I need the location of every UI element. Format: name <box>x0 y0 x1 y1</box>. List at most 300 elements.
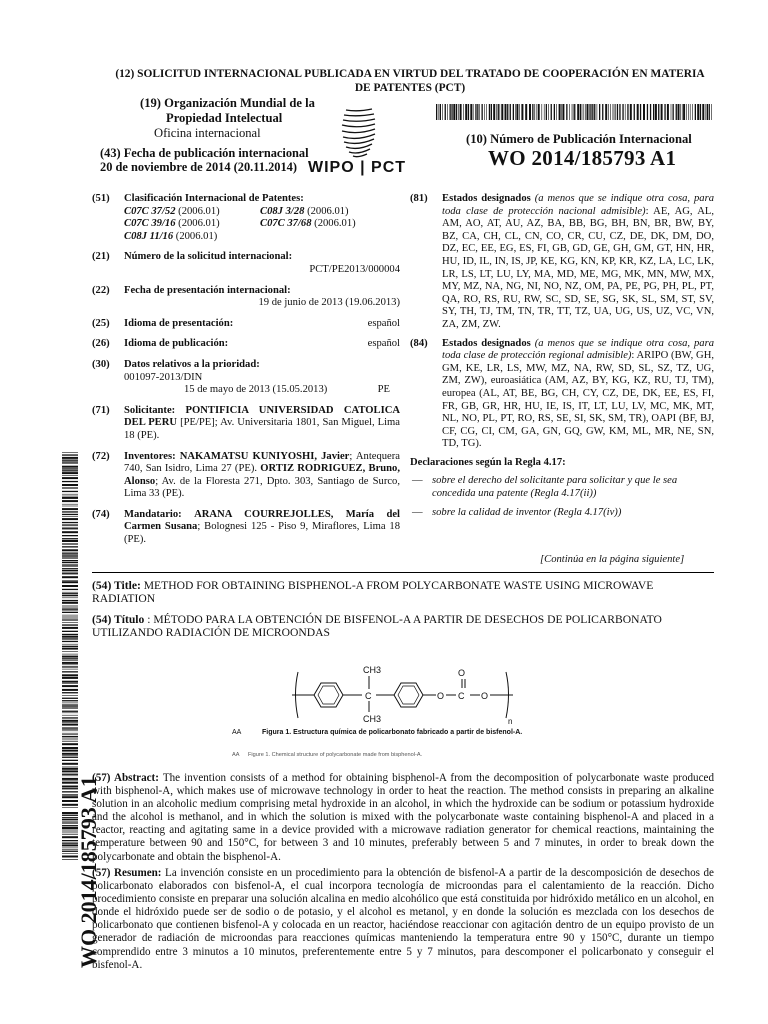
barcode-bar <box>62 720 78 722</box>
barcode-bar <box>569 104 570 120</box>
barcode-bar <box>62 615 78 616</box>
inventor-name: NAKAMATSU KUNIYOSHI, Javier <box>179 450 350 462</box>
barcode-bar <box>62 736 78 737</box>
barcode-bar <box>62 644 78 645</box>
field-label: Idioma de presentación: <box>124 317 234 329</box>
barcode-bar <box>702 104 704 120</box>
barcode-bar <box>458 104 459 120</box>
barcode-bar <box>566 104 567 120</box>
barcode-bar <box>442 104 443 120</box>
ipc-class: C07C 37/52 <box>124 205 176 217</box>
barcode-bar <box>683 104 685 120</box>
barcode-bar <box>634 104 635 120</box>
abstract-english <box>92 772 714 864</box>
field-code: (81) <box>410 193 428 204</box>
field-label: Inventores: <box>124 450 176 462</box>
barcode-bar <box>680 104 681 120</box>
barcode-bar <box>532 104 533 120</box>
barcode-bar <box>470 104 472 120</box>
barcode-bar <box>491 104 492 120</box>
ipc-class: C08J 11/16 <box>124 230 174 242</box>
barcode-bar <box>515 104 516 120</box>
field-51-classification <box>92 193 400 243</box>
barcode-bar <box>62 731 78 732</box>
barcode-bar <box>572 104 573 120</box>
title-text: METHOD FOR OBTAINING BISPHENOL-A FROM POLYCARBONATE WASTE USING MICROWAVE RADIATION <box>92 579 654 605</box>
barcode-bar <box>62 496 78 497</box>
barcode-bar <box>597 104 598 120</box>
barcode-bar <box>627 104 628 120</box>
barcode-bar <box>62 488 78 489</box>
publication-date-block <box>100 146 309 174</box>
abstract-code: (57) Resumen: <box>92 867 162 879</box>
barcode-bar <box>62 685 78 687</box>
barcode-bar <box>706 104 707 120</box>
barcode-bar <box>650 104 651 120</box>
barcode-bar <box>561 104 562 120</box>
abstract-code: (57) Abstract: <box>92 772 159 784</box>
field-qualifier: (a menos que se indique otra cosa, para toda clase de protección regional admisible) <box>442 337 714 362</box>
declarations-title: Declaraciones según la Regla 4.17: <box>410 456 566 468</box>
ch3-bottom-label: CH3 <box>363 714 382 724</box>
barcode-bar <box>62 753 78 755</box>
barcode-bar <box>548 104 549 120</box>
barcode-bar <box>711 104 712 120</box>
publication-number: WO 2014/185793 A1 <box>488 146 677 170</box>
declaration-item <box>410 475 714 500</box>
barcode-bar <box>62 631 78 632</box>
barcode-bar <box>62 627 78 629</box>
barcode-bar <box>505 104 507 120</box>
field-30-priority-data <box>92 359 400 397</box>
barcode-bar <box>62 711 78 712</box>
field-code: (21) <box>92 251 110 263</box>
barcode-bar <box>62 508 78 510</box>
barcode-bar <box>582 104 583 120</box>
barcode-bar <box>678 104 680 120</box>
barcode-bar <box>62 656 78 658</box>
barcode-bar <box>62 560 78 561</box>
barcode-bar <box>62 763 78 765</box>
field-label: Idioma de publicación: <box>124 338 229 350</box>
bibliographic-right-column <box>410 193 714 519</box>
barcode-bar <box>62 681 78 683</box>
barcode-bar <box>62 695 78 696</box>
barcode-bar <box>62 692 78 693</box>
barcode-bar <box>62 494 78 495</box>
publication-date-label: (43) Fecha de publicación internacional <box>100 146 309 160</box>
abstract-text: The invention consists of a method for obtaining bisphenol-A from the decomposition of polycarbonate waste produced with bisphenol-A, which makes use of microwave technology in order to heat the reaction. The method consists in preparing an alkaline solution in an alcoholic medium comprising metal hydroxide in an alcohol, in which the hydroxide can be sodium or potassium hydroxide and the alcohol is methanol, and in which the solution is mixed with the polycarbonate waste containing bisphenol-A and placed in a reactor, reacting and agitating same in a device provided with a microwave radiation generator for chemical reactions, maintaining the temperature between 90 and 150°C, for between 3 and 10 minutes, preferably between 5 and 7 minutes, in order to break down the polycarbonate and obtain the bisphenol-A. <box>92 772 714 863</box>
barcode-bar <box>573 104 574 120</box>
barcode-bar <box>62 484 78 486</box>
barcode-bar <box>62 750 78 752</box>
barcode-bar <box>447 104 448 120</box>
barcode-bar <box>62 472 78 474</box>
barcode-bar <box>62 768 78 770</box>
barcode-bar <box>62 612 78 613</box>
barcode-bar <box>610 104 611 120</box>
carbon-label: C <box>365 691 372 701</box>
barcode-bar <box>62 620 78 621</box>
barcode-bar <box>62 556 78 557</box>
barcode-bar <box>62 747 78 749</box>
barcode-bar <box>62 527 78 528</box>
field-code: (51) <box>92 193 110 204</box>
barcode-bar <box>688 104 689 120</box>
barcode-bar <box>62 580 78 581</box>
field-22-filing-date <box>92 285 400 310</box>
barcode-bar <box>62 740 78 741</box>
barcode-bar <box>62 540 78 542</box>
classification-row <box>124 231 400 244</box>
field-81-designated-states-national <box>410 193 714 332</box>
declaration-text: sobre el derecho del solicitante para solicitar y que le sea concedida una patente (Regla 4.17(ii)) <box>432 475 678 500</box>
barcode-bar <box>62 452 78 453</box>
ipc-class: C08J 3/28 <box>260 205 305 217</box>
barcode-bar <box>62 658 78 659</box>
barcode-bar <box>584 104 585 120</box>
barcode-bar <box>707 104 708 120</box>
field-72-inventors <box>92 451 400 501</box>
barcode-bar <box>655 104 657 120</box>
barcode-bar <box>62 624 78 625</box>
field-label: Número de la solicitud internacional: <box>124 251 293 263</box>
barcode-bar <box>482 104 483 120</box>
barcode-bar <box>625 104 626 120</box>
barcode-bar <box>62 491 78 492</box>
barcode-bar <box>605 104 607 120</box>
barcode-bar <box>519 104 520 120</box>
barcode-bar <box>619 104 620 120</box>
dash-bullet: — <box>412 506 423 518</box>
barcode-bar <box>538 104 540 120</box>
barcode-bar <box>62 602 78 604</box>
top-barcode-icon <box>436 104 712 120</box>
barcode-bar <box>542 104 543 120</box>
barcode-bar <box>62 662 78 664</box>
barcode-bar <box>682 104 683 120</box>
barcode-bar <box>614 104 615 120</box>
field-code: (22) <box>92 284 110 296</box>
barcode-bar <box>709 104 710 120</box>
barcode-bar <box>62 713 78 714</box>
field-value: español <box>367 338 400 350</box>
ipc-version: (2006.01) <box>311 218 356 230</box>
barcode-bar <box>516 104 518 120</box>
barcode-bar <box>630 104 632 120</box>
barcode-bar <box>587 104 589 120</box>
barcode-bar <box>62 774 78 775</box>
field-21-application-number <box>92 251 400 276</box>
barcode-bar <box>62 573 78 574</box>
barcode-bar <box>664 104 665 120</box>
barcode-bar <box>695 104 696 120</box>
field-label: Mandatario: <box>124 508 182 520</box>
barcode-bar <box>62 592 78 593</box>
barcode-bar <box>640 104 641 120</box>
wipo-logo-icon <box>338 105 378 161</box>
title-code: (54) Título <box>92 613 145 626</box>
field-code: (84) <box>410 337 428 349</box>
barcode-bar <box>661 104 663 120</box>
side-barcode-icon <box>62 452 78 808</box>
barcode-bar <box>62 506 78 507</box>
title-code: (54) Title: <box>92 579 141 592</box>
barcode-bar <box>686 104 687 120</box>
barcode-bar <box>62 477 78 479</box>
barcode-bar <box>465 104 467 120</box>
field-code: (71) <box>92 404 110 416</box>
barcode-bar <box>62 706 78 707</box>
title-spanish <box>92 613 714 639</box>
field-code: (25) <box>92 317 110 329</box>
barcode-bar <box>62 733 78 734</box>
barcode-bar <box>637 104 639 120</box>
barcode-bar <box>602 104 603 120</box>
ch3-top-label: CH3 <box>363 665 382 675</box>
agent-address: ; Bolognesi 125 - Piso 9, Miraflores, Lima 18 (PE). <box>124 521 401 546</box>
field-label: Clasificación Internacional de Patentes: <box>124 193 304 204</box>
barcode-bar <box>574 104 575 120</box>
barcode-bar <box>658 104 659 120</box>
barcode-bar <box>692 104 693 120</box>
barcode-bar <box>62 757 78 758</box>
field-code: (72) <box>92 450 110 462</box>
barcode-bar <box>653 104 654 120</box>
barcode-bar <box>468 104 469 120</box>
barcode-bar <box>62 558 78 559</box>
barcode-bar <box>62 722 78 723</box>
barcode-bar <box>62 466 78 468</box>
barcode-bar <box>62 674 78 676</box>
bibliographic-left-column <box>92 193 400 555</box>
barcode-bar <box>62 760 78 761</box>
barcode-bar <box>62 755 78 756</box>
vertical-publication-number: WO 2014/185793 A1 <box>76 776 101 968</box>
oxygen-label: O <box>481 691 489 701</box>
barcode-bar <box>62 460 78 461</box>
barcode-bar <box>62 522 78 523</box>
barcode-bar <box>615 104 616 120</box>
barcode-bar <box>594 104 595 120</box>
barcode-bar <box>479 104 480 120</box>
barcode-bar <box>445 104 446 120</box>
barcode-bar <box>484 104 485 120</box>
abstract-spanish <box>92 867 714 972</box>
barcode-bar <box>62 576 78 578</box>
barcode-bar <box>62 585 78 587</box>
field-74-agent <box>92 509 400 547</box>
barcode-bar <box>62 589 78 590</box>
barcode-bar <box>608 104 609 120</box>
barcode-bar <box>62 463 78 464</box>
priority-country: PE <box>377 384 390 396</box>
ipc-version: (2006.01) <box>304 205 349 217</box>
barcode-bar <box>62 564 78 565</box>
field-25-filing-language <box>92 318 400 331</box>
barcode-bar <box>585 104 586 120</box>
barcode-bar <box>456 104 457 120</box>
field-code: (26) <box>92 338 110 350</box>
barcode-bar <box>62 511 78 512</box>
barcode-bar <box>62 636 78 638</box>
barcode-bar <box>62 461 78 462</box>
barcode-bar <box>62 683 78 684</box>
barcode-bar <box>62 481 78 482</box>
barcode-bar <box>62 741 78 742</box>
barcode-bar <box>62 651 78 652</box>
barcode-bar <box>62 729 78 730</box>
barcode-bar <box>62 598 78 599</box>
barcode-bar <box>697 104 699 120</box>
barcode-bar <box>62 698 78 699</box>
barcode-bar <box>62 549 78 551</box>
title-english <box>92 579 714 605</box>
barcode-bar <box>556 104 557 120</box>
ipc-version: (2006.01) <box>175 205 220 217</box>
repeat-unit-label: n <box>508 717 513 726</box>
org-line-3: Oficina internacional <box>154 126 261 140</box>
barcode-bar <box>551 104 552 120</box>
barcode-bar <box>536 104 537 120</box>
inventor-address: ; Av. de la Floresta 271, Dpto. 303, Santiago de Surco, Lima 33 (PE). <box>124 475 400 500</box>
barcode-bar <box>489 104 490 120</box>
title-text: : MÉTODO PARA LA OBTENCIÓN DE BISFENOL-A A PARTIR DE DESECHOS DE POLICARBONATO UTILIZANDO RADIACIÓN DE MICROONDAS <box>92 613 662 639</box>
barcode-bar <box>62 638 78 639</box>
barcode-bar <box>62 609 78 610</box>
barcode-bar <box>62 487 78 488</box>
applicant-address: [PE/PE]; Av. Universitaria 1801, San Miguel, Lima 18 (PE). <box>124 417 400 441</box>
dash-bullet: — <box>412 475 423 487</box>
field-qualifier: (a menos que se indique otra cosa, para toda clase de protección nacional admisible) <box>442 193 714 217</box>
barcode-bar <box>62 727 78 728</box>
barcode-bar <box>62 554 78 555</box>
field-value: español <box>367 317 400 329</box>
barcode-bar <box>501 104 503 120</box>
barcode-bar <box>622 104 623 120</box>
barcode-bar <box>62 767 78 768</box>
barcode-bar <box>673 104 674 120</box>
barcode-bar <box>62 648 78 650</box>
barcode-bar <box>62 606 78 607</box>
oxygen-label: O <box>437 691 445 701</box>
barcode-bar <box>62 654 78 655</box>
classification-row <box>124 206 400 219</box>
field-code: (74) <box>92 508 110 520</box>
agent-name: ARANA COURREJOLLES, María del Carmen Susana <box>124 508 400 533</box>
divider <box>92 572 714 573</box>
document-type-heading: (12) SOLICITUD INTERNACIONAL PUBLICADA EN VIRTUD DEL TRATADO DE COOPERACIÓN EN MATERIA DE PATENTES (PCT) <box>115 68 705 94</box>
field-84-designated-states-regional <box>410 338 714 451</box>
barcode-bar <box>62 546 78 547</box>
field-label: Estados designados <box>442 337 531 349</box>
ipc-version: (2006.01) <box>173 230 218 242</box>
carbon-label: C <box>458 691 465 701</box>
barcode-bar <box>62 738 78 739</box>
barcode-bar <box>643 104 645 120</box>
field-26-publication-language <box>92 338 400 351</box>
barcode-bar <box>62 734 78 735</box>
state-list: : ARIPO (BW, GH, GM, KE, LR, LS, MW, MZ, NA, RW, SD, SL, SZ, TZ, UG, ZM, ZW), euroasiática (AM, AZ, BY, KG, KZ, RU, TJ, TM), europea (AL, AT, BE, BG, CH, CY, CZ, DE, DK, EE, ES, FI, FR, GB, GR, HR, HU, IE, IS, IT, LT, LU, LV, MC, MK, MT, NL, NO, PL, PT, RO, RS, SE, SI, SK, SM, TR), OAPI (BF, BJ, CF, CG, CI, CM, GA, GN, GQ, GW, KM, ML, MR, NE, SN, TD, TG). <box>442 350 714 450</box>
applicant-name: PONTIFICIA UNIVERSIDAD CATOLICA DEL PERU <box>124 404 400 429</box>
ipc-class: C07C 37/68 <box>260 218 312 230</box>
barcode-bar <box>62 504 78 505</box>
barcode-bar <box>62 689 78 691</box>
barcode-bar <box>671 104 672 120</box>
barcode-bar <box>62 470 78 471</box>
barcode-bar <box>62 708 78 709</box>
field-label: Datos relativos a la prioridad: <box>124 358 260 370</box>
field-code: (30) <box>92 358 110 370</box>
barcode-bar <box>500 104 501 120</box>
barcode-bar <box>62 457 78 459</box>
barcode-bar <box>62 562 78 563</box>
barcode-bar <box>647 104 648 120</box>
barcode-bar <box>62 622 78 623</box>
barcode-bar <box>62 538 78 539</box>
barcode-bar <box>493 104 495 120</box>
barcode-bar <box>62 566 78 567</box>
barcode-bar <box>498 104 499 120</box>
publication-number-label: (10) Número de Publicación Internacional <box>466 132 692 146</box>
barcode-bar <box>613 104 614 120</box>
barcode-bar <box>62 677 78 679</box>
declaration-item <box>410 507 714 520</box>
classification-row <box>124 218 400 231</box>
barcode-bar <box>439 104 440 120</box>
barcode-bar <box>62 593 78 594</box>
barcode-bar <box>62 660 78 661</box>
barcode-bar <box>62 646 78 647</box>
wipo-pct-wordmark: WIPO | PCT <box>308 159 407 176</box>
barcode-bar <box>62 715 78 716</box>
priority-number: 001097-2013/DIN <box>124 371 203 383</box>
organization-name <box>140 96 315 141</box>
state-list: : AE, AG, AL, AM, AO, AT, AU, AZ, BA, BB, BG, BH, BN, BR, BW, BY, BZ, CA, CH, CL, CN, CO, CR, CU, CZ, DE, DK, DM, DO, DZ, EC, EE, EG, ES, FI, GB, GD, GE, GH, GM, GT, HN, HR, HU, ID, IL, IN, IS, JP, KE, KG, KN, KP, KR, KZ, LA, LC, LK, LR, LS, LT, LU, LY, MA, MD, ME, MG, MK, MN, MW, MX, MY, MZ, NA, NG, NI, NO, NZ, OM, PA, PE, PG, PH, PL, PT, QA, RO, RS, RU, RW, SC, SD, SE, SG, SK, SL, SM, ST, SV, SY, TH, TJ, TM, TN, TR, TT, TZ, UA, UG, US, UZ, VC, VN, ZA, ZM, ZW. <box>442 205 714 330</box>
ipc-class: C07C 39/16 <box>124 218 176 230</box>
barcode-bar <box>546 104 547 120</box>
barcode-bar <box>562 104 564 120</box>
barcode-bar <box>62 669 78 670</box>
barcode-bar <box>62 531 78 533</box>
barcode-bar <box>62 500 78 502</box>
inventor-address: ; Antequera 740, San Isidro, Lima 27 (PE). <box>124 450 400 475</box>
barcode-bar <box>62 553 78 554</box>
barcode-bar <box>450 104 451 120</box>
barcode-bar <box>62 666 78 667</box>
inventor-name: ORTIZ RODRIGUEZ, Bruno, Alonso <box>124 463 400 487</box>
oxygen-label: O <box>458 668 466 678</box>
barcode-bar <box>463 104 464 120</box>
barcode-bar <box>496 104 497 120</box>
org-line-1: (19) Organización Mundial de la <box>140 96 315 110</box>
figure-caption-spanish: Figura 1. Estructura química de policarbonato fabricado a partir de bisfenol-A. <box>262 729 523 736</box>
barcode-bar <box>62 572 78 573</box>
barcode-bar <box>62 468 78 469</box>
barcode-bar <box>62 641 78 642</box>
barcode-bar <box>62 618 78 619</box>
barcode-bar <box>62 475 78 476</box>
barcode-bar <box>62 671 78 672</box>
barcode-bar <box>62 544 78 545</box>
figure-caption-english: Figure 1. Chemical structure of polycarbonate made from bisphenol-A. <box>248 752 423 758</box>
barcode-bar <box>62 724 78 726</box>
barcode-bar <box>525 104 527 120</box>
barcode-bar <box>62 717 78 718</box>
barcode-bar <box>62 543 78 544</box>
barcode-bar <box>460 104 462 120</box>
barcode-bar <box>690 104 691 120</box>
